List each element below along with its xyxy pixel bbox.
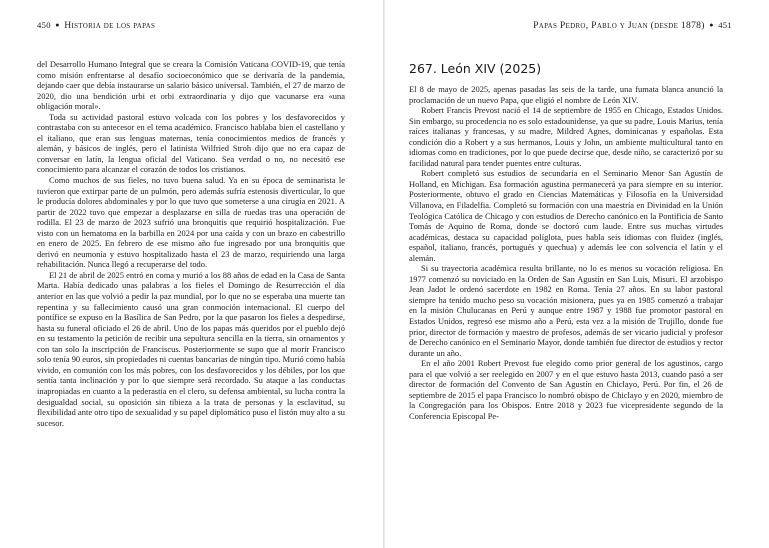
paragraph: Como muchos de sus fieles, no tuvo buena salud. Ya en su época de seminarista le tuvieron que extirpar parte de un pulmón, pero además sufría estenosis diverticular, lo que le producía dolores abdominales y por lo que tuvo que someterse a una cirugía en 2021. A partir de 2022 tuvo que empezar a desplazarse en silla de ruedas tras una operación de rodilla. El 23 de marzo de 2023 sufrió una bronquitis que requirió hospitalización. Fue visto con un hematoma en la barbilla en 2024 por una caída y con un brazo en cabestrillo en enero de 2025. En febrero de ese mismo año fue ingresado por una bronquitis que derivó en neumonía y estuvo hospitalizado hasta el 23 de marzo, requiriendo una larga rehabilitación. Nunca llegó a recuperarse del todo. bbox=[37, 175, 345, 270]
left-running-title: Historia de los papas bbox=[64, 20, 156, 31]
right-page-number: 451 bbox=[718, 20, 732, 30]
paragraph: Toda su actividad pastoral estuvo volcada con los pobres y los desfavorecidos y contrastaba con su antecesor en el tema académico. Francisco hablaba bien el castellano y el italiano, que eran sus lenguas maternas, tenía conocimientos medios de francés y alemán, y básicos de inglés, pero el latinista Wilfried Stroh dijo que no era capaz de conversar en latín, la lengua oficial del Vaticano. Sea verdad o no, no necesitó ese conocimiento para alcanzar el corazón de todos los cristianos. bbox=[37, 111, 345, 175]
left-running-head bbox=[37, 20, 155, 31]
left-page bbox=[0, 0, 384, 548]
bullet-separator: ● bbox=[709, 21, 714, 29]
paragraph: Robert completó sus estudios de secundaria en el Seminario Menor San Agustín de Holland, en Michigan. Esa formación agustina permanecerá ya para siempre en su interior. Posteriormente, obtuvo el grado en Ciencias Matemáticas y Filosofía en la Universidad Villanova, en Filadelfia. Completó su formación con una maestría en Divinidad en la Unión Teológica Católica de Chicago y con estudios de Derecho canónico en la Pontificia de Santo Tomás de Aquino de Roma, donde se doctoró cum laude. Entre sus muchas virtudes académicas, destaca su capacidad políglota, pues habla seis idiomas con fluidez (inglés, español, italiano, francés, portugués y quechua) y además lee con solvencia el latín y el alemán. bbox=[409, 168, 723, 263]
right-page bbox=[385, 0, 769, 548]
paragraph: En el año 2001 Robert Prevost fue elegido como prior general de los agustinos, cargo para el que volvió a ser reelegido en 2007 y en el que estuvo hasta 2013, cuando pasó a ser director de formación del Convento de San Agustín en Chiclayo, Perú. Por fin, el 26 de septiembre de 2015 el papa Francisco lo nombró obispo de Chiclayo y en 2020, miembro de la Congregación para los Obispos. Entre 2018 y 2023 fue vicepresidente segundo de la Conferencia Episcopal Pe- bbox=[409, 358, 723, 421]
paragraph: Si su trayectoria académica resulta brillante, no lo es menos su vocación religiosa. En 1977 comenzó su noviciado en la Orden de San Agustín en San Luis, Misuri. El arzobispo Jean Jadot le ordenó sacerdote en 1982 en Roma. Tenía 27 años. En su labor pastoral siempre ha tenido mucho peso su vocación misionera, pues ya en 1985 comenzó a trabajar en la misión Chulucanas en Perú y aunque entre 1987 y 1988 fue promotor pastoral en Estados Unidos, regresó ese mismo año a Perú, esta vez a la misión de Trujillo, donde fue prior, director de formación y maestro de profesos, además de ser vicario judicial y profesor de Derecho canónico en el Seminario Mayor, donde también fue director de estudios y rector durante un año. bbox=[409, 263, 723, 358]
left-page-number: 450 bbox=[37, 20, 51, 30]
chapter-title: 267. León XIV (2025) bbox=[409, 61, 542, 76]
paragraph: Robert Francis Prevost nació el 14 de septiembre de 1955 en Chicago, Estados Unidos. Sin embargo, su procedencia no es solo estadounidense, ya que su padre, Louis Marius, tenía raíces italianas y francesas, y su madre, Mildred Agnes, dominicanas y españolas. Esta condición dio a Robert y a sus hermanos, Louis y John, un ambiente multicultural tanto en idiomas como en tradiciones, por lo que puede decirse que, desde niño, se caracterizó por su facilidad natural para tender puentes entre culturas. bbox=[409, 105, 723, 168]
right-running-title: Papas Pedro, Pablo y Juan (desde 1878) bbox=[533, 20, 705, 31]
paragraph: El 8 de mayo de 2025, apenas pasadas las seis de la tarde, una fumata blanca anunció la proclamación de un nuevo Papa, que eligió el nombre de León XIV. bbox=[409, 84, 723, 105]
left-text-column bbox=[37, 59, 345, 428]
bullet-separator: ● bbox=[55, 21, 60, 29]
paragraph: El 21 de abril de 2025 entró en coma y murió a los 88 años de edad en la Casa de Santa Marta. Había dedicado unas palabras a los fieles el Domingo de Resurrección el día anterior en las que volvió a pedir la paz mundial, por lo que no se esperaba una muerte tan repentina y su fallecimiento causó una gran conmoción internacional. El cuerpo del pontífice se expuso en la Basílica de San Pedro, por la que pasaron los fieles a despedirse, hasta su funeral oficiado el 26 de abril. Uno de los papas más queridos por el pueblo dejó en su testamento la petición de recibir una sepultura sencilla en la tierra, sin ornamentos y con tan solo la inscripción de Franciscus. Posteriormente se supo que al morir Francisco solo tenía 90 euros, sin propiedades ni cuentas bancarias de ningún tipo. Murió como había vivido, en comunión con los más pobres, con los desfavorecidos y los débiles, por los que sentía tanta inclinación y por lo que siempre será recordado. Su ataque a las conductas inapropiadas en cuanto a la pederastia en el clero, su defensa ambiental, su lucha contra la desigualdad social, su oposición sin tibieza a la trata de personas y la esclavitud, su flexibilidad ante otro tipo de sexualidad y su papel diplomático puso el listón muy alto a su sucesor. bbox=[37, 269, 345, 428]
paragraph: del Desarrollo Humano Integral que se creara la Comisión Vaticana COVID-19, que tenía como misión enfrentarse al desafío socioeconómico que se derivaría de la pandemia, dejando caer que debía instaurarse un salario básico universal. También, el 27 de marzo de 2020, dio una bendición urbi et orbi extraordinaria y dijo que vacunarse era «una obligación moral». bbox=[37, 59, 345, 112]
right-text-column bbox=[409, 84, 723, 422]
right-running-head bbox=[533, 20, 732, 31]
